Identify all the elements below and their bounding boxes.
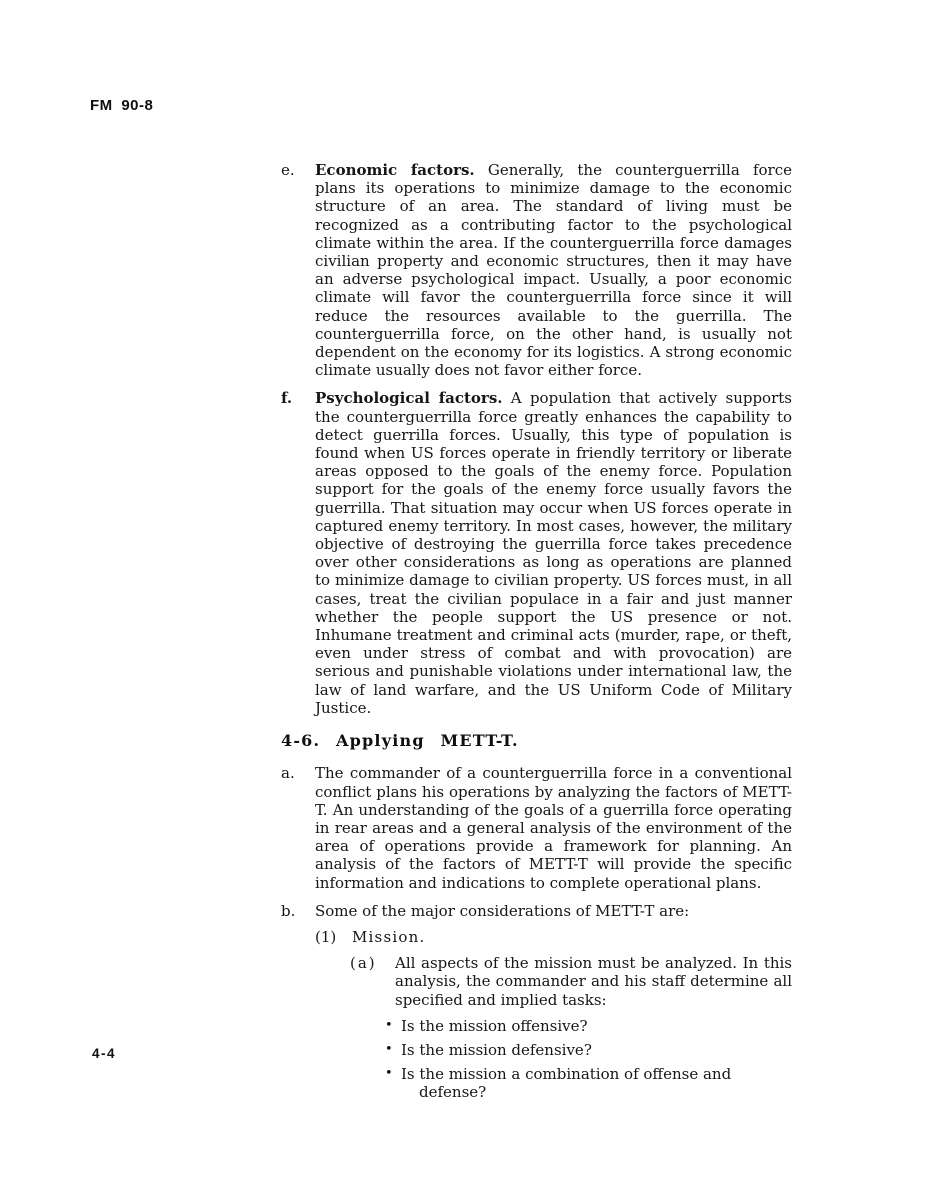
- sub-item-1-marker: (1): [315, 927, 337, 946]
- sub-item-1-label: Mission.: [352, 927, 426, 946]
- item-f-lead: Psychological factors.: [315, 389, 503, 408]
- mission-question-list: [385, 1017, 792, 1102]
- sub-item-a-marker: (a): [350, 954, 377, 973]
- bullet-icon: •: [385, 1066, 393, 1082]
- list-item-f: [281, 389, 792, 717]
- item-e-body: [315, 161, 792, 379]
- item-b-body: Some of the major considerations of METT-T are:: [315, 901, 690, 920]
- item-f-text: A population that actively supports the counterguerrilla force greatly enhances the capability to detect guerrilla forces. Usually, this type of population is found when US forces operate in friendly territory or liberate areas opposed to the goals of the enemy force. Population support for the goals of the enemy force usually favors the guerrilla. That situation may occur when US forces operate in captured enemy territory. In most cases, however, the military objective of destroying the guerrilla force takes precedence over other considerations as long as operations are planned to minimize damage to civilian property. US forces must, in all cases, treat the civilian populace in a fair and just manner whether the people support the US presence or not. Inhumane treatment and criminal acts (murder, rape, or theft, even under stress of combat and with provocation) are serious and punishable violations under international law, the law of land warfare, and the US Uniform Code of Military Justice.: [315, 389, 792, 717]
- sub-item-a-body: All aspects of the mission must be analyzed. In this analysis, the commander and his staff determine all specified and implied tasks:: [395, 954, 792, 1009]
- doc-id-header: FM 90-8: [90, 97, 154, 114]
- item-e-lead: Economic factors.: [315, 161, 475, 179]
- bullet-icon: •: [385, 1041, 393, 1057]
- sub-item-a: [350, 954, 792, 1009]
- bullet-text: Is the mission defensive?: [401, 1040, 592, 1059]
- item-b-marker: b.: [281, 901, 296, 920]
- item-e-marker: e.: [281, 161, 295, 179]
- list-item-e: [281, 161, 792, 379]
- list-item: [385, 1041, 792, 1059]
- page-number: 4-4: [92, 1046, 117, 1061]
- list-item: [385, 1065, 792, 1101]
- sub-item-1-mission: [315, 928, 792, 946]
- section-heading-4-6: 4-6. Applying METT-T.: [281, 731, 519, 751]
- item-f-marker: f.: [281, 389, 293, 408]
- item-a-marker: a.: [281, 764, 295, 783]
- item-f-body: [315, 389, 792, 717]
- item-a-body: The commander of a counterguerrilla force in a conventional conflict plans his operations by analyzing the factors of METT-T. An understanding of the goals of a guerrilla force operating in rear areas and a general analysis of the environment of the area of operations provide a framework for planning. An analysis of the factors of METT-T will provide the specific information and indications to complete operational plans.: [315, 764, 792, 892]
- bullet-text: Is the mission offensive?: [401, 1016, 588, 1035]
- item-e-text: Generally, the counterguerrilla force plans its operations to minimize damage to the economic structure of an area. The standard of living must be recognized as a contributing factor to the psychological climate within the area. If the counterguerrilla force damages civilian property and economic structures, then it may have an adverse psychological impact. Usually, a poor economic climate will favor the counterguerrilla force since it will reduce the resources available to the guerrilla. The counterguerrilla force, on the other hand, is usually not dependent on the economy for its logistics. A strong economic climate usually does not favor either force.: [315, 161, 792, 380]
- bullet-text: Is the mission a combination of offense and defense?: [401, 1065, 732, 1102]
- list-item-b: [281, 902, 792, 920]
- page-body: [281, 161, 792, 1108]
- list-item: [385, 1017, 792, 1035]
- bullet-icon: •: [385, 1017, 393, 1033]
- list-item-a: [281, 764, 792, 891]
